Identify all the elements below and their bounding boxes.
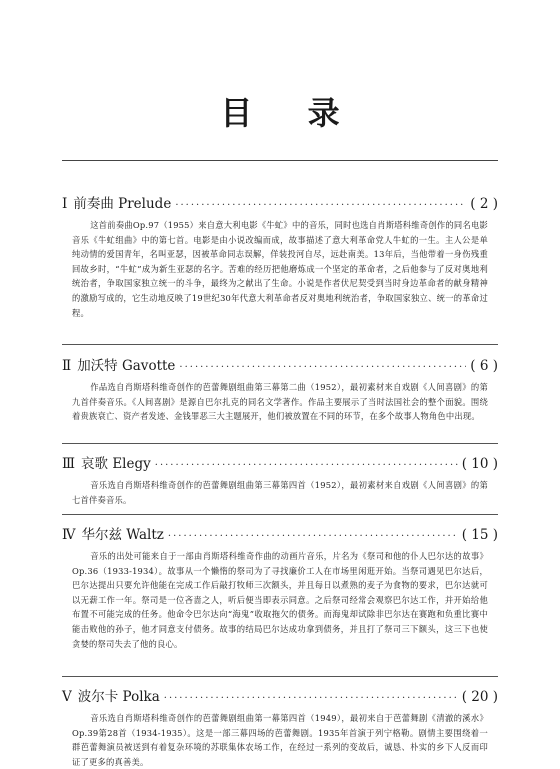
- dot-leader: [179, 362, 466, 373]
- entry-page-number[interactable]: ( 6 ): [470, 358, 498, 374]
- top-divider: [62, 160, 498, 161]
- dot-leader: [175, 200, 466, 211]
- entry-title[interactable]: 华尔兹 Waltz: [81, 527, 164, 543]
- section-divider: [62, 344, 498, 345]
- entry-number: Ⅲ: [62, 456, 76, 472]
- entry-title[interactable]: 加沃特 Gavotte: [77, 358, 176, 374]
- entry-heading[interactable]: [62, 192, 498, 212]
- toc-entry-waltz[interactable]: [62, 523, 498, 651]
- entry-page-number[interactable]: ( 20 ): [461, 689, 498, 705]
- entry-heading[interactable]: [62, 354, 498, 374]
- entry-description: 音乐的出处可能来自于一部由肖斯塔科维奇作曲的动画片音乐，片名为《祭司和他的仆人巴尔达的故事》Op.36（1933-1934）。故事从一个懒惰的祭司为了寻找廉价工人在市场里闲逛开始。当祭司遇见巴尔达后，巴尔达提出只要允许他能在完成工作后敲打牧师三次额头，并且每日以煮熟的麦子为食物的要求，巴尔达就可以无薪工作一年。祭司是一位吝啬之人，听后便当即表示同意。之后祭司经常会观察巴尔达工作，并开始给他布置不可能完成的任务。他命令巴尔达向“海鬼”收取拖欠的债务。而海鬼却试除非巴尔达在赛跑和负重比赛中能击败他的孙子，他才同意支付债务。故事的结局巴尔达成功拿到债务，并且打了祭司三下额头，这三下也使贪婪的祭司失去了他的良心。: [72, 551, 488, 649]
- entry-description: 作品选自肖斯塔科维奇创作的芭蕾舞剧组曲第三幕第二曲（1952），最初素材来自戏剧《人间喜剧》的第九首伴奏音乐。《人间喜剧》是源自巴尔扎克的同名文学著作。作品主要展示了当时法国社会的整个面貌。围绕着贵族衰亡、资产者发迹、金钱罪恶三大主题展开，他们被放置在不同的环节，在多个故事人物角色中出现。: [72, 382, 488, 422]
- entry-number: Ⅰ: [62, 196, 68, 212]
- page-title: 目 录: [220, 94, 362, 132]
- section-divider: [62, 514, 498, 515]
- toc-entry-elegy[interactable]: [62, 452, 498, 507]
- entry-title[interactable]: 波尔卡 Polka: [77, 689, 160, 705]
- toc-entry-prelude[interactable]: [62, 192, 498, 320]
- toc-entry-gavotte[interactable]: [62, 354, 498, 424]
- entry-title[interactable]: 前奏曲 Prelude: [73, 196, 172, 212]
- entry-description: 音乐选自肖斯塔科维奇创作的芭蕾舞剧组曲第三幕第四首（1952），最初素材来自戏剧《人间喜剧》的第七首伴奏音乐。: [72, 480, 488, 505]
- dot-leader: [164, 693, 458, 704]
- entry-number: Ⅱ: [62, 358, 72, 374]
- entry-description: 音乐选自肖斯塔科维奇创作的芭蕾舞剧组曲第一幕第四首（1949），最初来自于芭蕾舞剧《清澈的溪水》Op.39第28首（1934-1935）。这是一部三幕四场的芭蕾舞剧。1935年首演于列宁格勒。剧情主要围绕着一群芭蕾舞演员被送到有着复杂环境的苏联集体农场工作，在经过一系列的变故后，诚恳、朴实的乡下人反而印证了更多的真善美。: [72, 713, 488, 767]
- entry-description: 这首前奏曲Op.97（1955）来自意大利电影《牛虻》中的音乐，同时也选自肖斯塔科维奇创作的同名电影音乐《牛虻组曲》中的第七首。电影是由小说改编而成，故事描述了意大利革命党人牛虻的一生。主人公是单纯动情的爱国青年，名叫亚瑟，因被革命同志误解，佯装投河自尽，远赴南美。13年后，当他带着一身伤残重回故乡时，“牛虻”成为新生亚瑟的名字。苦难的经历把他磨炼成一个坚定的革命者，之后他参与了反对奥地利统治者，争取国家独立统一的斗争，最终为之献出了生命。小说是作者伏尼契受到当时身边革命者的献身精神的激励写成的，它生动地反映了19世纪30年代意大利革命者反对奥地利统治者，争取国家独立、统一的革命过程。: [72, 220, 488, 318]
- entry-number: Ⅴ: [62, 689, 72, 705]
- toc-entry-polka[interactable]: [62, 685, 498, 769]
- entry-heading[interactable]: [62, 523, 498, 543]
- section-divider: [62, 676, 498, 677]
- entry-heading[interactable]: [62, 452, 498, 472]
- section-divider: [62, 443, 498, 444]
- dot-leader: [168, 531, 458, 542]
- entry-title[interactable]: 哀歌 Elegy: [81, 456, 151, 472]
- dot-leader: [155, 460, 458, 471]
- entry-page-number[interactable]: ( 15 ): [461, 527, 498, 543]
- entry-heading[interactable]: [62, 685, 498, 705]
- entry-page-number[interactable]: ( 2 ): [470, 196, 498, 212]
- entry-page-number[interactable]: ( 10 ): [461, 456, 498, 472]
- entry-number: Ⅳ: [62, 527, 76, 543]
